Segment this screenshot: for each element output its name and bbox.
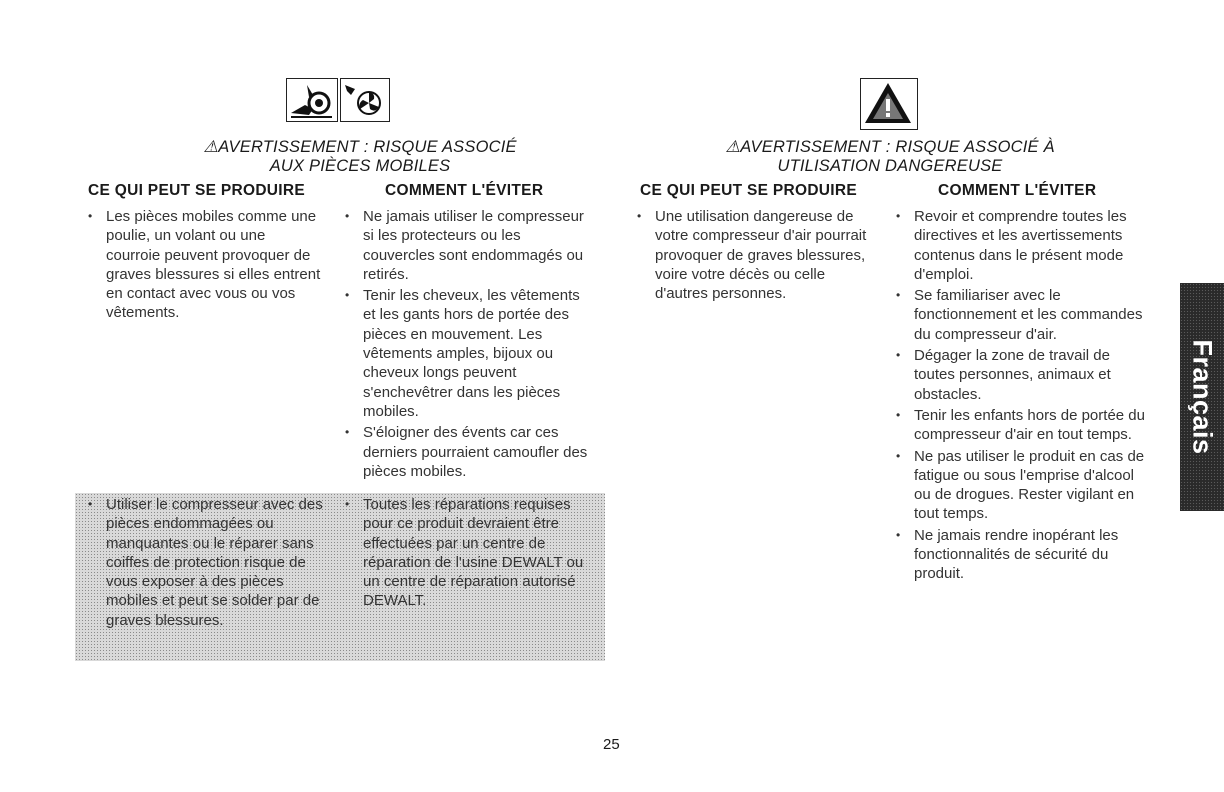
left-col1-list xyxy=(88,207,323,325)
list-item: • Ne jamais rendre inopérant les fonctionnalités de sécurité du produit. xyxy=(896,526,1152,584)
left-col1-header: CE QUI PEUT SE PRODUIRE xyxy=(88,182,306,199)
list-item: • Ne jamais utiliser le compresseur si les protecteurs ou les couvercles sont endommagés ou retirés. xyxy=(345,207,595,284)
list-item: • Se familiariser avec le fonctionnement et les commandes du compresseur d'air. xyxy=(896,286,1152,344)
safety-first-warning-icon xyxy=(860,78,918,130)
left-col2-header: COMMENT L'ÉVITER xyxy=(385,182,544,199)
list-item: • Les pièces mobiles comme une poulie, un volant ou une courroie peuvent provoquer de graves blessures si elles entrent en contact avec vous ou vos vêtements. xyxy=(88,207,323,323)
language-side-tab xyxy=(1180,283,1224,511)
left-col2-list xyxy=(345,207,595,483)
list-item: • Toutes les réparations requises pour ce produit devraient être effectuées par un centre de réparation de l'usine DEWALT ou un centre de réparation autorisé DEWALT. xyxy=(345,495,595,611)
list-item: • Une utilisation dangereuse de votre compresseur d'air pourrait provoquer de graves blessures, voire votre décès ou celle d'autres personnes. xyxy=(637,207,877,303)
left-warning-title xyxy=(120,138,600,176)
left-col2-list-shaded xyxy=(345,495,595,613)
right-col2-list xyxy=(896,207,1152,586)
right-col1-header: CE QUI PEUT SE PRODUIRE xyxy=(640,182,858,199)
left-title-line1: ⚠AVERTISSEMENT : RISQUE ASSOCIÉ xyxy=(203,138,517,156)
list-item: • Ne pas utiliser le produit en cas de fatigue ou sous l'emprise d'alcool ou de drogues. Rester vigilant en tout temps. xyxy=(896,447,1152,524)
fan-hazard-icon xyxy=(340,78,390,122)
list-item: • Tenir les cheveux, les vêtements et les gants hors de portée des pièces en mouvement. Les vêtements amples, bijoux ou cheveux longs peuvent s'enchevêtrer dans les pièces mobiles. xyxy=(345,286,595,421)
left-col1-list-shaded xyxy=(88,495,323,632)
right-warning-title xyxy=(640,138,1140,176)
list-item: • S'éloigner des évents car ces derniers pourraient camoufler des pièces mobiles. xyxy=(345,423,595,481)
list-item: • Tenir les enfants hors de portée du compresseur d'air en tout temps. xyxy=(896,406,1152,445)
list-item: • Revoir et comprendre toutes les directives et les avertissements contenus dans le présent mode d'emploi. xyxy=(896,207,1152,284)
page-number: 25 xyxy=(603,736,620,753)
right-title-line1: ⚠AVERTISSEMENT : RISQUE ASSOCIÉ À xyxy=(725,138,1055,156)
list-item: • Utiliser le compresseur avec des pièces endommagées ou manquantes ou le réparer sans coiffes de protection risque de vous exposer à des pièces mobiles et peut se solder par de graves blessures. xyxy=(88,495,323,630)
left-title-line2: AUX PIÈCES MOBILES xyxy=(269,157,451,175)
right-col2-header: COMMENT L'ÉVITER xyxy=(938,182,1097,199)
right-title-line2: UTILISATION DANGEREUSE xyxy=(777,157,1003,175)
hand-pulley-hazard-icon xyxy=(286,78,338,122)
right-col1-list xyxy=(637,207,877,305)
list-item: • Dégager la zone de travail de toutes personnes, animaux et obstacles. xyxy=(896,346,1152,404)
language-tab-label: Français xyxy=(1187,339,1218,455)
